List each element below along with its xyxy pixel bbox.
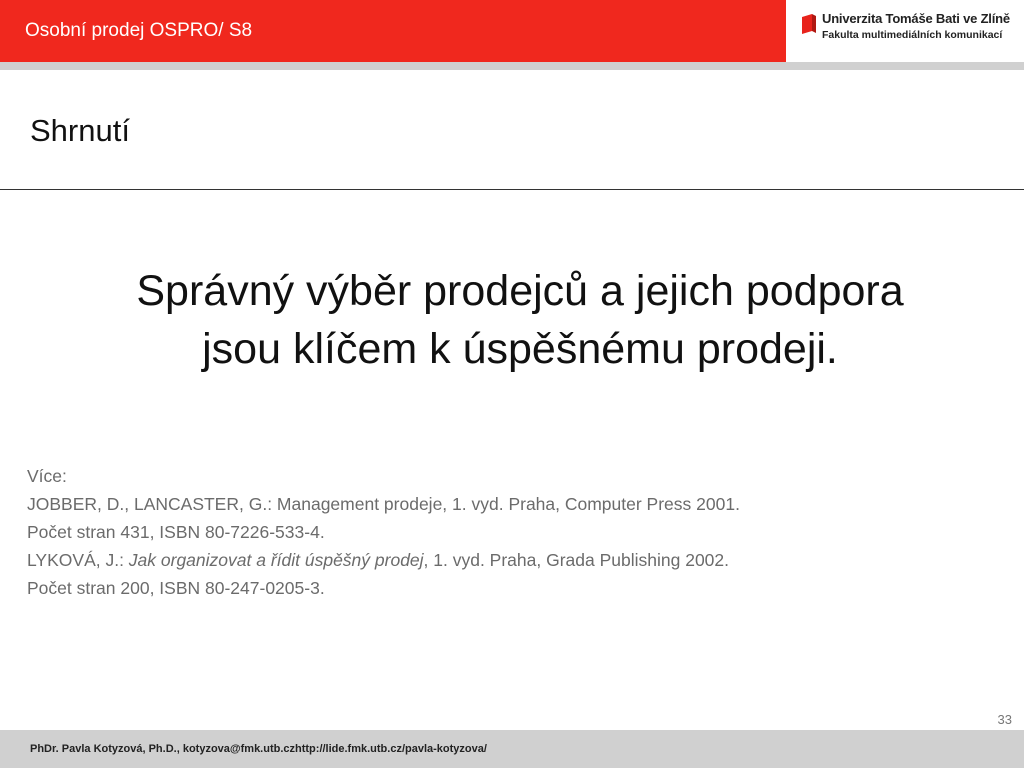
title-rule [0,189,1024,190]
reference-1-line-1: JOBBER, D., LANCASTER, G.: Management prodeje, 1. vyd. Praha, Computer Press 2001. [27,494,740,514]
main-message-line-1: Správný výběr prodejců a jejich podpora [136,267,904,315]
university-logo [786,0,1024,62]
references-heading: Více: [27,466,67,486]
book-logo-icon [802,14,816,34]
header-divider-strip [0,62,1024,70]
references-block [27,462,987,602]
slide-title: Shrnutí [30,113,130,148]
footer-contact: PhDr. Pavla Kotyzová, Ph.D., kotyzova@fmk.utb.czhttp://lide.fmk.utb.cz/pavla-kotyzova/ [30,743,487,755]
university-name: Univerzita Tomáše Bati ve Zlíně [822,11,1010,26]
header-bar [0,0,786,62]
reference-2-line-1 [27,546,987,574]
footer-bar [0,730,1024,768]
reference-2-author: LYKOVÁ, J.: [27,550,129,570]
main-message-line-2: jsou klíčem k úspěšnému prodeji. [202,325,838,373]
reference-2-publisher: , 1. vyd. Praha, Grada Publishing 2002. [423,550,730,570]
reference-2-title: Jak organizovat a řídit úspěšný prodej [128,550,424,570]
course-title: Osobní prodej OSPRO/ S8 [25,20,253,41]
reference-1-line-2: Počet stran 431, ISBN 80-7226-533-4. [27,522,325,542]
reference-2-line-2: Počet stran 200, ISBN 80-247-0205-3. [27,578,325,598]
main-message [40,262,1000,378]
page-number: 33 [997,712,1012,727]
faculty-name: Fakulta multimediálních komunikací [822,29,1003,41]
